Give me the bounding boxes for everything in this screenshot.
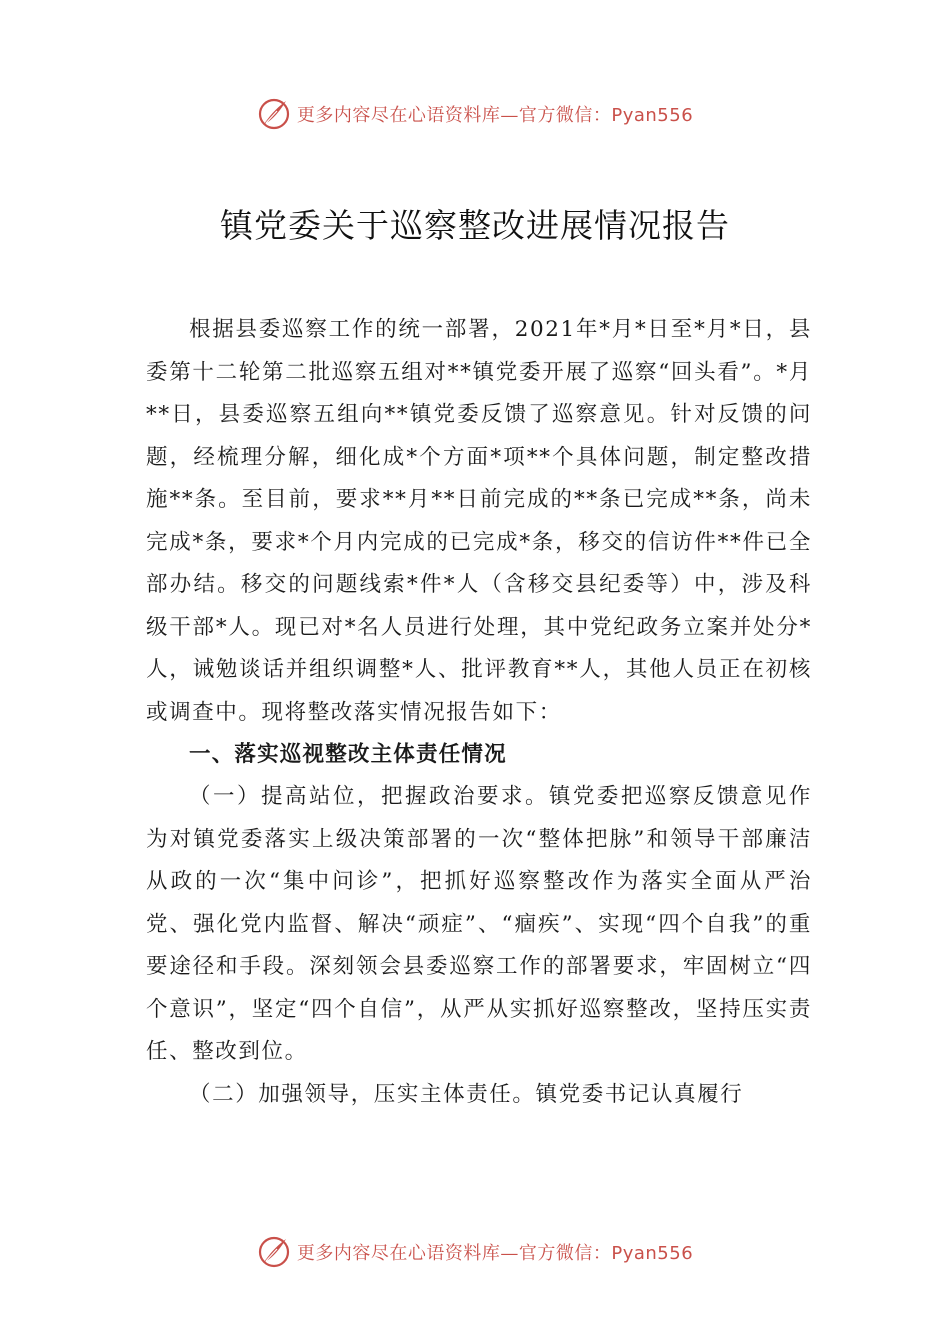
document-title: 镇党委关于巡察整改进展情况报告 bbox=[220, 206, 730, 245]
wechat-id: Pyan556 bbox=[611, 105, 694, 126]
quill-pen-logo-icon bbox=[257, 1235, 291, 1269]
intro-paragraph: 根据县委巡察工作的统一部署，2021年*月*日至*月*日，县委第十二轮第二批巡察五组对**镇党委开展了巡察“回头看”。*月**日，县委巡察五组向**镇党委反馈了巡察意见。针对反馈的问题，经梳理分解，细化成*个方面*项**个具体问题，制定整改措施**条。至目前，要求**月**日前完成的**条已完成**条，尚未完成*条，要求*个月内完成的已完成*条，移交的信访件**件已全部办结。移交的问题线索*件*人（含移交县纪委等）中，涉及科级干部*人。现已对*名人员进行处理，其中党纪政务立案并处分*人，诫勉谈话并组织调整*人、批评教育**人，其他人员正在初核或调查中。现将整改落实情况报告如下： bbox=[146, 317, 812, 725]
banner-text: 更多内容尽在心语资料库—官方微信：Pyan556 bbox=[296, 1243, 694, 1264]
wechat-id: Pyan556 bbox=[611, 1243, 694, 1264]
header-banner bbox=[0, 94, 950, 134]
item-paragraph-1: （一）提高站位，把握政治要求。镇党委把巡察反馈意见作为对镇党委落实上级决策部署的一次“整体把脉”和领导干部廉洁从政的一次“集中问诊”，把抓好巡察整改作为落实全面从严治党、强化党内监督、解决“顽症”、“痼疾”、实现“四个自我”的重要途径和手段。深刻领会县委巡察工作的部署要求，牢固树立“四个意识”，坚定“四个自信”，从严从实抓好巡察整改，坚持压实责任、整改到位。 bbox=[146, 784, 812, 1064]
footer-banner bbox=[0, 1232, 950, 1272]
banner-text: 更多内容尽在心语资料库—官方微信：Pyan556 bbox=[296, 105, 694, 126]
document-body bbox=[146, 309, 812, 1116]
item-paragraph-2: （二）加强领导，压实主体责任。镇党委书记认真履行 bbox=[189, 1081, 744, 1107]
quill-pen-logo-icon bbox=[257, 97, 291, 131]
section-heading: 一、落实巡视整改主体责任情况 bbox=[189, 742, 507, 767]
